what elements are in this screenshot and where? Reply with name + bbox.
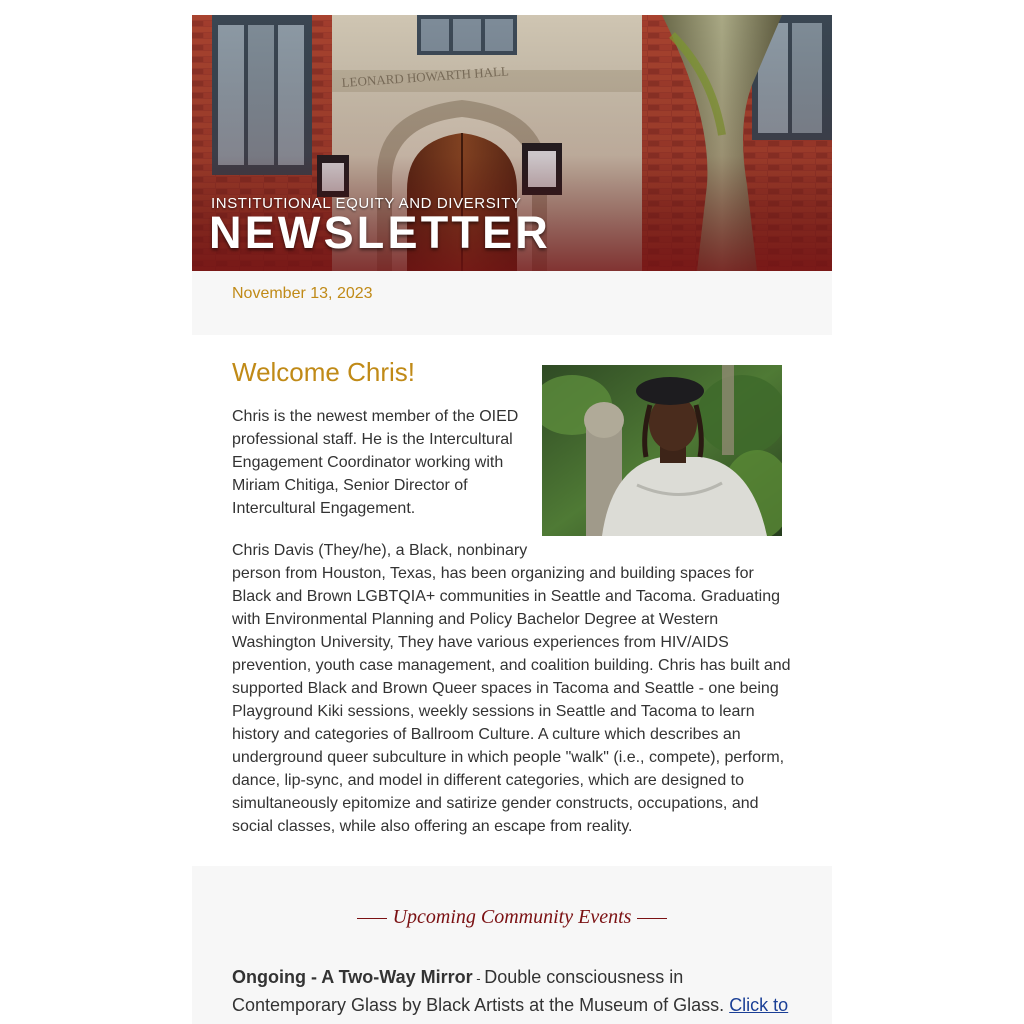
welcome-article <box>192 335 832 866</box>
welcome-bio-rest: person from Houston, Texas, has been organizing and building spaces for Black and Brown LGBTQIA+ communities in Seattle and Tacoma. Graduating with Environmental Planning and Policy Bachelor Degree at Western Washington University, They have various experiences from HIV/AIDS prevention, youth case management, and coalition building. Chris has built and supported Black and Brown Queer spaces in Tacoma and Seattle - one being Playground Kiki sessions, weekly sessions in Seattle and Tacoma to learn history and categories of Ballroom Culture. A culture which describes an underground queer subculture in which people "walk" (i.e., compete), perform, dance, lip-sync, and model in different categories, which are designed to simultaneously epitomize and satirize gender constructs, occupations, and social classes, while also offering an escape from reality. <box>232 565 791 835</box>
event-name: Ongoing - A Two-Way Mirror <box>232 967 473 987</box>
event-description: Double consciousness in Contemporary Glass by Black Artists at the Museum of Glass. <box>232 967 730 1015</box>
event-separator: - <box>472 971 485 986</box>
events-section <box>192 866 832 1024</box>
banner-title: NEWSLETTER <box>209 207 551 258</box>
header-banner <box>192 15 832 271</box>
welcome-bio <box>232 539 792 838</box>
event-item <box>232 964 802 1019</box>
event-link[interactable]: Click to <box>729 995 789 1015</box>
welcome-intro: Chris is the newest member of the OIED professional staff. He is the Intercultural Engagement Coordinator working with Miriam Chitiga, Senior Director of Intercultural Engagement. <box>232 408 519 517</box>
events-heading <box>192 906 832 929</box>
date-band <box>192 271 832 335</box>
welcome-title: Welcome Chris! <box>232 357 416 387</box>
portrait-photo <box>542 365 782 536</box>
heading-rule-right <box>637 918 667 919</box>
events-heading-text: Upcoming Community Events <box>392 906 632 928</box>
welcome-bio-first-line: Chris Davis (They/he), a Black, nonbinary <box>232 542 528 559</box>
banner-kicker: INSTITUTIONAL EQUITY AND DIVERSITY <box>211 195 522 212</box>
newsletter-email <box>192 15 832 1024</box>
newsletter-date: November 13, 2023 <box>232 285 373 302</box>
heading-rule-left <box>357 918 387 919</box>
